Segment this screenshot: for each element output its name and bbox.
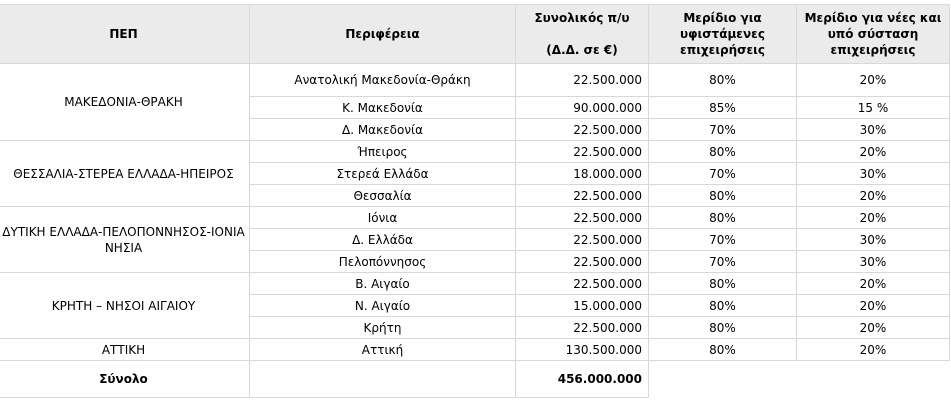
header-share-existing: Μερίδιο για υφιστάμενες επιχειρήσεις (649, 5, 797, 64)
share-existing-cell: 70% (649, 163, 797, 185)
budget-table (0, 4, 950, 398)
region-cell: Θεσσαλία (250, 185, 516, 207)
region-cell: Ανατολική Μακεδονία-Θράκη (250, 64, 516, 97)
total-amount: 456.000.000 (516, 361, 649, 398)
region-cell: Δ. Μακεδονία (250, 119, 516, 141)
region-cell: Πελοπόννησος (250, 251, 516, 273)
pep-group-name: ΚΡΗΤΗ – ΝΗΣΟΙ ΑΙΓΑΙΟΥ (0, 273, 250, 339)
amount-cell: 22.500.000 (516, 229, 649, 251)
share-existing-cell: 80% (649, 185, 797, 207)
pep-group-name: ΔΥΤΙΚΗ ΕΛΛΑΔΑ-ΠΕΛΟΠΟΝΝΗΣΟΣ-ΙΟΝΙΑ ΝΗΣΙΑ (0, 207, 250, 273)
region-cell: Ιόνια (250, 207, 516, 229)
share-new-cell: 20% (797, 207, 950, 229)
region-cell: Ήπειρος (250, 141, 516, 163)
header-pep: ΠΕΠ (0, 5, 250, 64)
region-cell: Δ. Ελλάδα (250, 229, 516, 251)
share-existing-cell: 70% (649, 119, 797, 141)
amount-cell: 18.000.000 (516, 163, 649, 185)
share-new-cell: 20% (797, 339, 950, 361)
pep-group-name: ΘΕΣΣΑΛΙΑ-ΣΤΕΡΕΑ ΕΛΛΑΔΑ-ΗΠΕΙΡΟΣ (0, 141, 250, 207)
amount-cell: 22.500.000 (516, 119, 649, 141)
amount-cell: 22.500.000 (516, 317, 649, 339)
region-cell: Ν. Αιγαίο (250, 295, 516, 317)
table-body (0, 64, 950, 398)
share-existing-cell: 80% (649, 141, 797, 163)
amount-cell: 22.500.000 (516, 64, 649, 97)
amount-cell: 22.500.000 (516, 141, 649, 163)
header-total-line1: Συνολικός π/υ (534, 11, 630, 25)
pep-group-name: ΑΤΤΙΚΗ (0, 339, 250, 361)
pep-group-name: ΜΑΚΕΔΟΝΙΑ-ΘΡΑΚΗ (0, 64, 250, 141)
total-empty-share (649, 361, 950, 398)
share-new-cell: 30% (797, 229, 950, 251)
amount-cell: 22.500.000 (516, 207, 649, 229)
share-new-cell: 15 % (797, 97, 950, 119)
share-new-cell: 30% (797, 119, 950, 141)
header-total-budget (516, 5, 649, 64)
share-new-cell: 20% (797, 64, 950, 97)
table-row (0, 64, 950, 97)
share-existing-cell: 80% (649, 207, 797, 229)
share-existing-cell: 85% (649, 97, 797, 119)
share-existing-cell: 80% (649, 317, 797, 339)
total-label: Σύνολο (0, 361, 250, 398)
region-cell: Κρήτη (250, 317, 516, 339)
share-existing-cell: 80% (649, 295, 797, 317)
share-new-cell: 20% (797, 185, 950, 207)
region-cell: Αττική (250, 339, 516, 361)
amount-cell: 22.500.000 (516, 273, 649, 295)
region-cell: Β. Αιγαίο (250, 273, 516, 295)
share-new-cell: 30% (797, 251, 950, 273)
table-row (0, 141, 950, 163)
amount-cell: 90.000.000 (516, 97, 649, 119)
share-existing-cell: 70% (649, 229, 797, 251)
table-row (0, 273, 950, 295)
region-cell: Κ. Μακεδονία (250, 97, 516, 119)
header-region: Περιφέρεια (250, 5, 516, 64)
header-share-new: Μερίδιο για νέες και υπό σύσταση επιχειρήσεις (797, 5, 950, 64)
table-row (0, 207, 950, 229)
table-row (0, 339, 950, 361)
amount-cell: 22.500.000 (516, 251, 649, 273)
share-new-cell: 30% (797, 163, 950, 185)
share-new-cell: 20% (797, 295, 950, 317)
header-total-line2: (Δ.Δ. σε €) (546, 43, 618, 57)
share-existing-cell: 80% (649, 64, 797, 97)
total-empty-cell (250, 361, 516, 398)
share-new-cell: 20% (797, 273, 950, 295)
share-existing-cell: 80% (649, 339, 797, 361)
share-existing-cell: 80% (649, 273, 797, 295)
share-new-cell: 20% (797, 317, 950, 339)
share-new-cell: 20% (797, 141, 950, 163)
total-row (0, 361, 950, 398)
region-cell: Στερεά Ελλάδα (250, 163, 516, 185)
amount-cell: 22.500.000 (516, 185, 649, 207)
amount-cell: 15.000.000 (516, 295, 649, 317)
amount-cell: 130.500.000 (516, 339, 649, 361)
share-existing-cell: 70% (649, 251, 797, 273)
